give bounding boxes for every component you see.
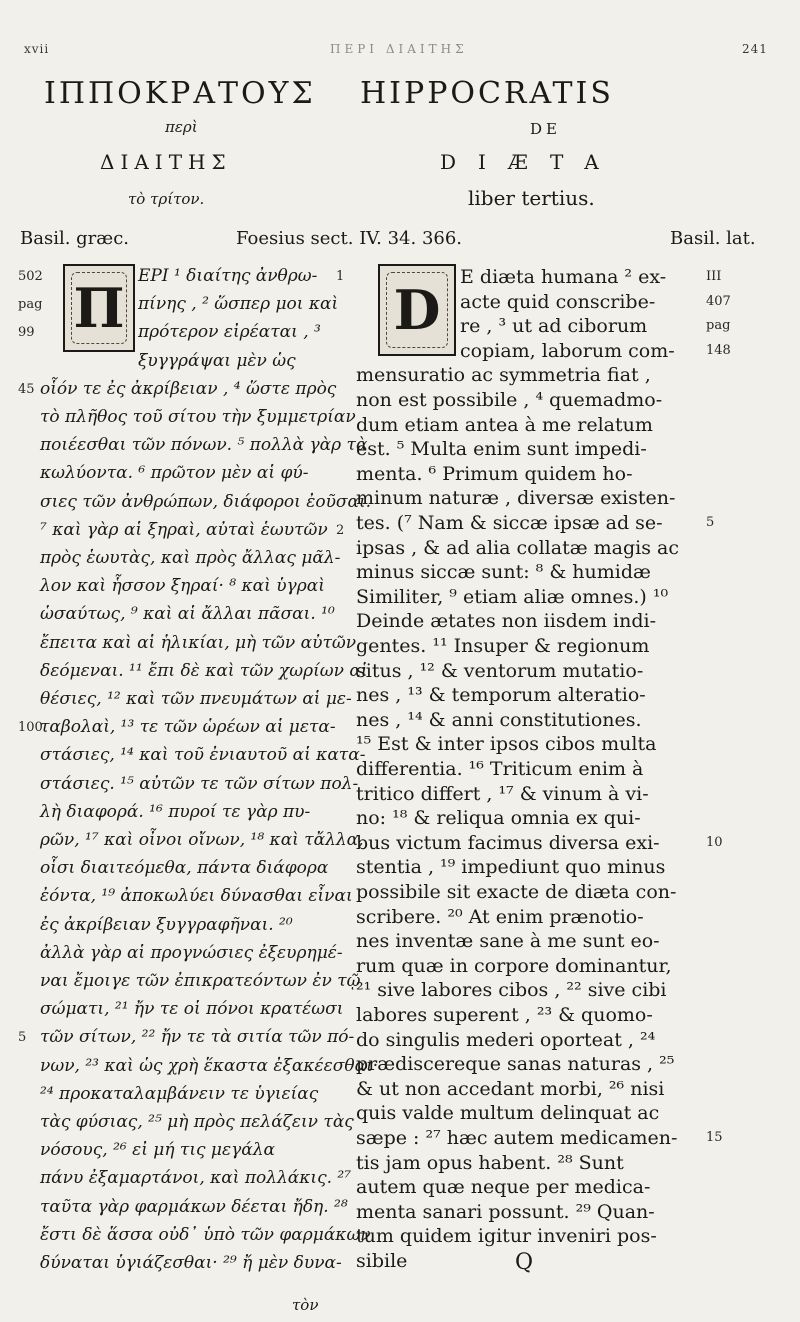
text-line: copiam, laborum com- — [460, 339, 675, 362]
text-line: tritico differt , ¹⁷ & vinum à vi- — [356, 782, 649, 805]
text-line: menta sanari possunt. ²⁹ Quan- — [356, 1200, 655, 1223]
greek-title: ΙΠΠΟΚΡΑΤΟΥΣ — [44, 76, 316, 111]
text-line: ποιέεσθαι τῶν πόνων. ⁵ πολλὰ γὰρ τὰ — [40, 435, 368, 456]
text-line: πίνης , ² ὥσπερ μοι καὶ — [138, 294, 339, 315]
latin-title: HIPPOCRATIS — [360, 76, 614, 111]
text-line: tes. (⁷ Nam & siccæ ipsæ ad se- — [356, 512, 663, 534]
text-line: νόσους, ²⁶ εἰ μή τις μεγάλα — [40, 1140, 275, 1161]
margin-note: 45 — [18, 381, 35, 397]
margin-note: 502 — [18, 269, 43, 284]
text-line: τὸ πλῆθος τοῦ σίτου τὴν ξυμμετρίαν — [40, 407, 356, 427]
margin-note: 5 — [18, 1030, 27, 1046]
text-line: possibile sit exacte de diæta con- — [356, 881, 677, 903]
ref-left: Basil. græc. — [20, 228, 130, 249]
text-line: ²⁴ προκαταλαμβάνειν τε ὑγιείας — [40, 1083, 319, 1104]
text-line: ⁷ καὶ γὰρ αἱ ξηραὶ, αὐταὶ ἑωυτῶν — [40, 519, 328, 540]
margin-note: 1 — [336, 269, 345, 284]
text-line: ὡσαύτως, ⁹ καὶ αἱ ἄλλαι πᾶσαι. ¹⁰ — [40, 604, 335, 625]
text-line: nes , ¹⁴ & anni constitutiones. — [356, 708, 642, 731]
text-line: & ut non accedant morbi, ²⁶ nisi — [356, 1077, 665, 1100]
margin-note: 15 — [706, 1130, 723, 1145]
text-line: sæpe : ²⁷ hæc autem medicamen- — [356, 1127, 678, 1149]
text-line: menta. ⁶ Primum quidem ho- — [356, 462, 633, 485]
text-line: Similiter, ⁹ etiam aliæ omnes.) ¹⁰ — [356, 585, 669, 608]
text-line: autem quæ neque per medica- — [356, 1176, 651, 1199]
text-line: scribere. ²⁰ At enim prænotio- — [356, 905, 644, 928]
text-line: οἷόν τε ἐς ἀκρίβειαν , ⁴ ὥστε πρὸς — [40, 378, 337, 399]
latin-subject: DIÆTA — [440, 150, 621, 174]
margin-note: pag — [706, 318, 731, 334]
latin-de: DE — [530, 120, 561, 138]
text-line: nes , ¹³ & temporum alteratio- — [356, 684, 646, 707]
ref-right: Basil. lat. — [670, 228, 756, 249]
text-line: ΕΡΙ ¹ διαίτης ἀνθρω- — [138, 266, 318, 286]
margin-note: 10 — [706, 834, 723, 850]
text-line: ἔπειτα καὶ αἱ ἡλικίαι, μὴ τῶν αὐτῶν — [40, 632, 357, 653]
text-line: νων, ²³ καὶ ὡς χρὴ ἕκαστα ἐξακέεσθαι· — [40, 1055, 379, 1076]
text-line: bus victum facimus diversa exi- — [356, 831, 660, 854]
text-line: prædiscereque sanas naturas , ²⁵ — [356, 1053, 675, 1076]
text-line: τὰς φύσιας, ²⁵ μὴ πρὸς πελάζειν τὰς — [40, 1112, 354, 1132]
text-line: nes inventæ sane à me sunt eo- — [356, 930, 660, 953]
text-line: dum etiam antea à me relatum — [356, 413, 653, 436]
margin-note: pag — [18, 297, 43, 313]
margin-note: 148 — [706, 342, 731, 358]
text-line: πρότερον εἰρέαται , ³ — [138, 322, 321, 343]
text-line: σώματι, ²¹ ἤν τε οἱ πόνοι κρατέωσι — [40, 999, 344, 1020]
text-line: quis valde multum delinquat ac — [356, 1102, 660, 1125]
text-line: λον καὶ ἧσσον ξηραί· ⁸ καὶ ὑγραὶ — [40, 576, 325, 597]
text-line: minum naturæ , diversæ existen- — [356, 487, 676, 510]
text-line: πάνυ ἐξαμαρτάνοι, καὶ πολλάκις. ²⁷ — [40, 1168, 352, 1189]
text-line: do singulis mederi oporteat , ²⁴ — [356, 1028, 656, 1051]
text-line: τῶν σίτων, ²² ἤν τε τὰ σιτία τῶν πό- — [40, 1027, 355, 1048]
text-line: δύναται ὑγιάζεσθαι· ²⁹ ἤ μὲν δυνα- — [40, 1253, 342, 1273]
greek-peri: περὶ — [165, 118, 198, 136]
latin-initial: D — [378, 264, 456, 356]
text-line: ἐς ἀκρίβειαν ξυγγραφῆναι. ²⁰ — [40, 914, 293, 935]
signature-mark: Q — [515, 1250, 534, 1275]
text-line: no: ¹⁸ & reliqua omnia ex qui- — [356, 807, 641, 830]
margin-note: III — [706, 269, 722, 284]
text-line: est. ⁵ Multa enim sunt impedi- — [356, 438, 647, 461]
text-line: ξυγγράψαι μὲν ὡς — [138, 350, 296, 371]
text-line: ναι ἔμοιγε τῶν ἐπικρατεόντων ἐν τῷ — [40, 971, 361, 991]
text-line: θέσιες, ¹² καὶ τῶν πνευμάτων αἱ με- — [40, 689, 352, 709]
margin-note: 407 — [706, 293, 731, 309]
text-line: οἷσι διαιτεόμεθα, πάντα διάφορα — [40, 858, 329, 879]
text-line: στάσιες, ¹⁴ καὶ τοῦ ἐνιαυτοῦ αἱ κατα- — [40, 745, 366, 766]
margin-note: 100 — [18, 720, 43, 736]
text-line: ἐόντα, ¹⁹ ἀποκωλύει δύνασθαι εἶναι — [40, 886, 353, 907]
greek-subject: ΔΙΑΙΤΗΣ — [100, 150, 232, 174]
folio-left: xvii — [24, 42, 50, 56]
text-line: re , ³ ut ad ciborum — [460, 315, 648, 338]
text-line: minus siccæ sunt: ⁸ & humidæ — [356, 561, 651, 584]
text-line: ²¹ sive labores cibos , ²² sive cibi — [356, 979, 667, 1002]
text-line: ¹⁵ Est & inter ipsos cibos multa — [356, 733, 657, 756]
folio-right: 241 — [742, 42, 768, 56]
margin-note: 99 — [18, 325, 35, 341]
text-line: ρῶν, ¹⁷ καὶ οἶνοι οἴνων, ¹⁸ καὶ τἄλλα, — [40, 830, 364, 850]
text-line: stentia , ¹⁹ impediunt quo minus — [356, 856, 666, 879]
text-line: labores superent , ²³ & quomo- — [356, 1004, 653, 1026]
margin-note: 2 — [336, 522, 345, 538]
text-line: λὴ διαφορά. ¹⁶ πυροί τε γὰρ πυ- — [40, 801, 311, 822]
greek-catchword: τὸν — [292, 1296, 319, 1314]
text-line: acte quid conscribe- — [460, 290, 656, 313]
text-line: δεόμεναι. ¹¹ ἔπι δὲ καὶ τῶν χωρίων αἱ — [40, 660, 368, 681]
text-line: ἔστι δὲ ἅσσα οὐδ᾽ ὑπὸ τῶν φαρμάκων — [40, 1224, 371, 1245]
text-line: situs , ¹² & ventorum mutatio- — [356, 659, 644, 682]
text-line: πρὸς ἑωυτὰς, καὶ πρὸς ἄλλας μᾶλ- — [40, 548, 341, 568]
text-line: tum quidem igitur inveniri pos- — [356, 1225, 657, 1248]
text-line: E diæta humana ² ex- — [460, 266, 667, 288]
ref-center: Foesius sect. IV. 34. 366. — [236, 228, 463, 249]
text-line: tis jam opus habent. ²⁸ Sunt — [356, 1151, 624, 1174]
text-line: ἀλλὰ γὰρ αἱ προγνώσιες ἐξευρημέ- — [40, 942, 343, 963]
margin-note: 5 — [706, 515, 715, 530]
text-line: ταῦτα γὰρ φαρμάκων δέεται ἤδη. ²⁸ — [40, 1196, 348, 1217]
text-line: Deinde ætates non iisdem indi- — [356, 610, 657, 633]
text-line: ipsas , & ad alia collatæ magis ac — [356, 536, 679, 559]
greek-initial: Π — [63, 264, 135, 352]
text-line: κωλύοντα. ⁶ πρῶτον μὲν αἱ φύ- — [40, 463, 309, 484]
text-line: differentia. ¹⁶ Triticum enim à — [356, 758, 644, 780]
text-line: στάσιες. ¹⁵ αὐτῶν τε τῶν σίτων πολ- — [40, 773, 359, 794]
running-head: ΠΕΡΙ ΔΙΑΙΤΗΣ — [330, 42, 468, 56]
text-line: rum quæ in corpore dominantur, — [356, 954, 672, 977]
text-line: mensuratio ac symmetria fiat , — [356, 364, 651, 387]
text-line: σιες τῶν ἀνθρώπων, διάφοροι ἐοῦσαι. — [40, 491, 372, 512]
text-line: gentes. ¹¹ Insuper & regionum — [356, 635, 650, 657]
text-line: sibile — [356, 1250, 408, 1272]
latin-book: liber tertius. — [468, 186, 595, 210]
text-line: ταβολαὶ, ¹³ τε τῶν ὡρέων αἱ μετα- — [40, 717, 336, 738]
text-line: non est possibile , ⁴ quemadmo- — [356, 389, 663, 411]
greek-book: τὸ τρίτον. — [128, 190, 205, 208]
